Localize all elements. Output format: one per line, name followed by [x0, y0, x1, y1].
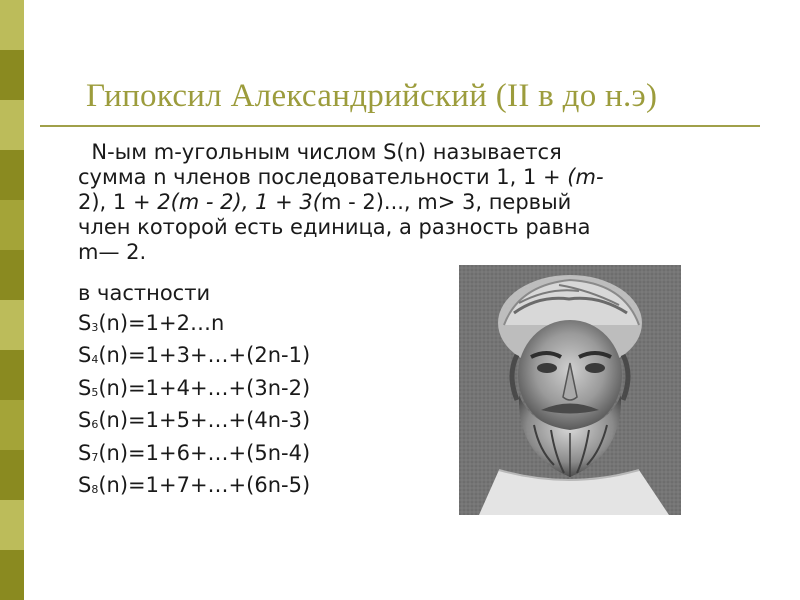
- formula-row: $S_5(n)=1+4+\dots+(3n-2)$: [78, 375, 311, 400]
- bar-block: [0, 500, 24, 550]
- bar-block: [0, 550, 24, 600]
- hypsicles-bust-portrait: [459, 265, 681, 515]
- formula-row: $S_7(n)=1+6+\dots+(5n-4)$: [78, 440, 311, 465]
- bar-block: [0, 100, 24, 150]
- formula-row: $S_3(n)=1+2\dots n$: [78, 310, 225, 335]
- definition-line: 2), 1 + 2(m - 2), 1 + 3(m - 2)..., m> 3, первый: [78, 190, 572, 214]
- definition-line: сумма n членов последовательности 1, 1 + (m-: [78, 165, 604, 189]
- bar-block: [0, 300, 24, 350]
- title-underline: [40, 125, 760, 127]
- formula-row: $S_6(n)=1+5+\dots+(4n-3)$: [78, 408, 311, 432]
- bar-block: [0, 400, 24, 450]
- definition-line: m— 2.: [78, 240, 147, 264]
- bar-block: [0, 350, 24, 400]
- formula-row: $S_8(n)=1+7+\dots+(6n-5)$: [78, 473, 311, 497]
- bar-block: [0, 50, 24, 100]
- definition-line: член которой есть единица, а разность равна: [78, 215, 591, 239]
- formula-row: $S_4(n)=1+3+\dots+(2n-1)$: [78, 343, 311, 367]
- bar-block: [0, 250, 24, 300]
- definition-paragraph: [78, 140, 758, 265]
- left-decorative-bar: [0, 0, 24, 600]
- bar-block: [0, 450, 24, 500]
- definition-line: N-ым m-угольным числом S(n) называется: [91, 140, 562, 164]
- slide-title: Гипоксил Александрийский (II в до н.э): [86, 78, 658, 114]
- formula-list: [78, 279, 310, 504]
- in-particular-label: в частности: [78, 281, 211, 305]
- bar-block: [0, 200, 24, 250]
- bar-block: [0, 150, 24, 200]
- bar-block: [0, 0, 24, 50]
